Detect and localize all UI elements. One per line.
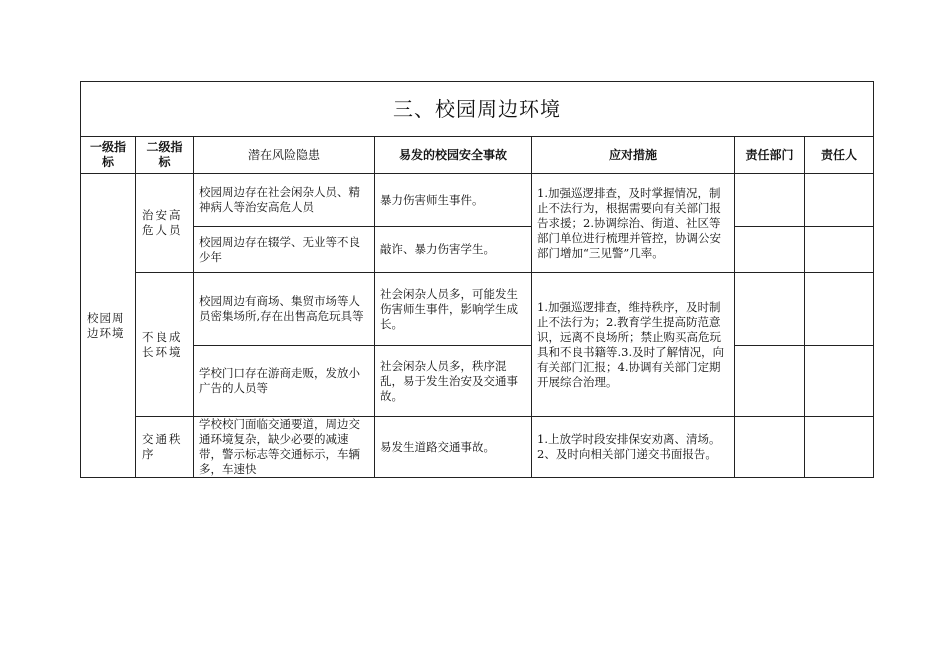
measure-cell: 1.加强巡逻排查，维持秩序，及时制止不法行为；2.教育学生提高防范意识，远离不良场所；禁止购买高危玩具和不良书籍等.3.及时了解情况，向有关部门汇报；4.协调有关部门定期开展综合治理。 [532,273,735,417]
person-cell [805,227,874,273]
dept-cell [735,417,805,478]
header-dept: 责任部门 [735,137,805,174]
risk-cell: 校园周边存在辍学、无业等不良少年 [194,227,375,273]
accident-cell: 社会闲杂人员多，秩序混乱，易于发生治安及交通事故。 [375,346,532,417]
dept-cell [735,346,805,417]
level2-cell: 不良成长环境 [136,273,194,417]
measure-cell: 1.上放学时段安排保安劝离、清场。2、及时向相关部门递交书面报告。 [532,417,735,478]
risk-cell: 校园周边有商场、集贸市场等人员密集场所,存在出售高危玩具等 [194,273,375,346]
header-risk: 潜在风险隐患 [194,137,375,174]
person-cell [805,346,874,417]
person-cell [805,273,874,346]
level2-cell: 治安高危人员 [136,174,194,273]
risk-cell: 学校校门面临交通要道，周边交通环境复杂，缺少必要的减速带，警示标志等交通标示，车辆多，车速快 [194,417,375,478]
accident-cell: 易发生道路交通事故。 [375,417,532,478]
dept-cell [735,174,805,227]
person-cell [805,174,874,227]
accident-cell: 社会闲杂人员多，可能发生伤害师生事件，影响学生成长。 [375,273,532,346]
header-person: 责任人 [805,137,874,174]
accident-cell: 敲诈、暴力伤害学生。 [375,227,532,273]
measure-cell: 1.加强巡逻排查，及时掌握情况，制止不法行为，根据需要向有关部门报告求援；2.协调综治、街道、社区等部门单位进行梳理并管控，协调公安部门增加“三见警”几率。 [532,174,735,273]
page-title: 三、校园周边环境 [81,82,874,137]
environment-table [80,81,874,478]
dept-cell [735,273,805,346]
risk-cell: 校园周边存在社会闲杂人员、精神病人等治安高危人员 [194,174,375,227]
person-cell [805,417,874,478]
header-level1: 一级指标 [81,137,136,174]
risk-cell: 学校门口存在游商走贩，发放小广告的人员等 [194,346,375,417]
header-level2: 二级指标 [136,137,194,174]
header-measure: 应对措施 [532,137,735,174]
accident-cell: 暴力伤害师生事件。 [375,174,532,227]
header-accident: 易发的校园安全事故 [375,137,532,174]
level2-cell: 交通秩序 [136,417,194,478]
dept-cell [735,227,805,273]
level1-cell: 校园周边环境 [81,174,136,478]
